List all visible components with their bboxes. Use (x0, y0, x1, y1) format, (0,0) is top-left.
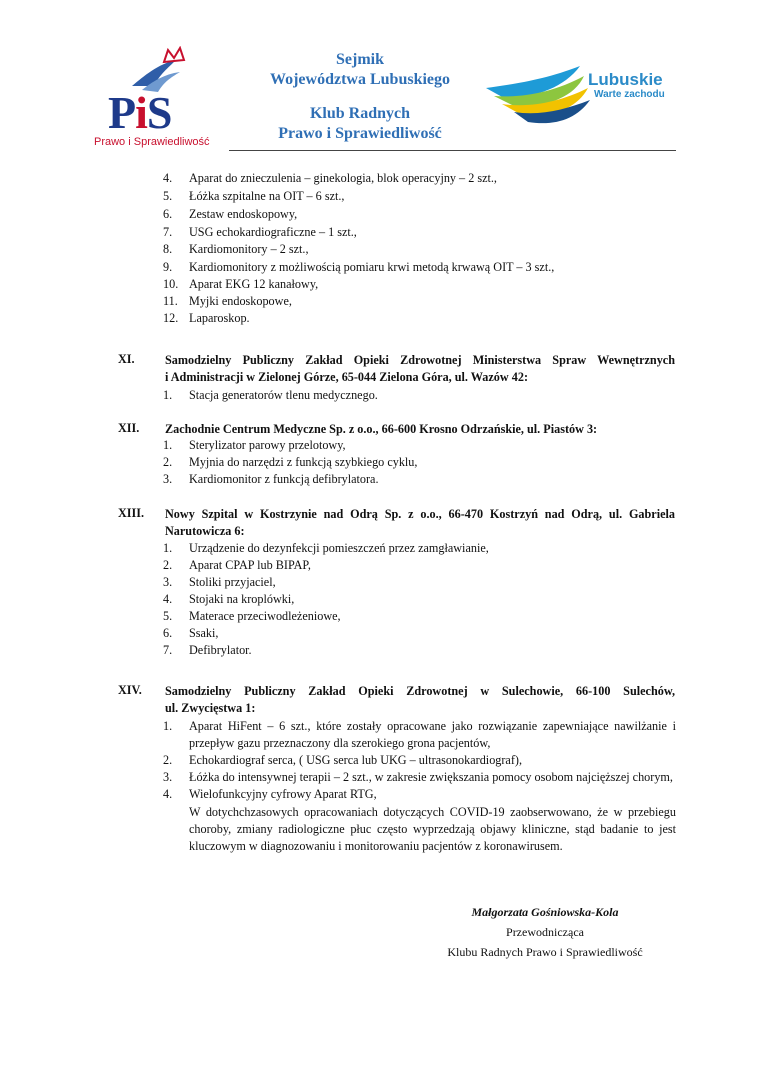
council-title (230, 50, 490, 144)
list-item: 4. Stojaki na kroplówki, (163, 592, 295, 606)
list-item: 3. Stoliki przyjaciel, (163, 575, 276, 589)
signature-block (440, 902, 650, 962)
list-item: 2. Myjnia do narzędzi z funkcją szybkiego cyklu, (163, 455, 418, 469)
list-item: 3. Łóżka do intensywnej terapii – 2 szt., w zakresie zwiększania pomocy osobom najcięższej chorym, (163, 770, 673, 784)
title-line-4: Prawo i Sprawiedliwość (278, 125, 442, 142)
header-divider (229, 150, 676, 151)
section-number: XIII. (118, 506, 145, 520)
title-line-3: Klub Radnych (309, 105, 411, 122)
signatory-role: Przewodnicząca (506, 925, 584, 939)
section-title: Zachodnie Centrum Medyczne Sp. z o.o., 66-600 Krosno Odrzańskie, ul. Piastów 3: (165, 422, 598, 436)
signatory-name: Małgorzata Gośniowska-Kola (471, 905, 619, 919)
list-item: 7. Defibrylator. (163, 643, 252, 657)
pis-logo-text: PiS (108, 87, 172, 138)
list-item: 7. USG echokardiograficzne – 1 szt., (163, 225, 357, 239)
section-title: Nowy Szpital w Kostrzynie nad Odrą Sp. z o.o., 66-470 Kostrzyń nad Odrą, ul. Gabriela Narutowicza 6: (165, 507, 675, 538)
list-item: 11. Myjki endoskopowe, (163, 294, 292, 308)
section-number: XI. (118, 352, 135, 366)
list-item: 3. Kardiomonitor z funkcją defibrylatora. (163, 472, 379, 486)
list-item: 1. Sterylizator parowy przelotowy, (163, 438, 346, 452)
section-title: Samodzielny Publiczny Zakład Opieki Zdrowotnej w Sulechowie, 66-100 Sulechów, ul. Zwycięstwa 1: (165, 684, 675, 715)
lubuskie-waves-icon (484, 58, 594, 128)
list-item: 5. Materace przeciwodleżeniowe, (163, 609, 341, 623)
list-item: 1. Stacja generatorów tlenu medycznego. (163, 388, 378, 402)
list-item: 1. Urządzenie do dezynfekcji pomieszczeń przez zamgławianie, (163, 541, 489, 555)
section-title: Samodzielny Publiczny Zakład Opieki Zdrowotnej Ministerstwa Spraw Wewnętrznych i Administracji w Zielonej Górze, 65-044 Zielona Góra, ul. Wazów 42: (165, 353, 675, 384)
section-number: XII. (118, 421, 140, 435)
list-item: 1. Aparat HiFent – 6 szt., które zostały opracowane jako rozwiązanie zapewniające nawilżanie i przepływ gazu przeznaczony dla szerokiego grona pacjentów, (163, 719, 676, 750)
list-item: 6. Zestaw endoskopowy, (163, 207, 298, 221)
list-item: 4. Wielofunkcyjny cyfrowy Aparat RTG, (163, 787, 377, 801)
list-item: 9. Kardiomonitory z możliwością pomiaru krwi metodą krwawą OIT – 3 szt., (163, 260, 555, 274)
pis-logo-subtitle: Prawo i Sprawiedliwość (94, 136, 210, 148)
pis-logo (94, 46, 234, 154)
letterhead (0, 0, 764, 160)
title-line-1: Sejmik (336, 51, 384, 68)
list-item: 8. Kardiomonitory – 2 szt., (163, 242, 309, 256)
signatory-organization: Klubu Radnych Prawo i Sprawiedliwość (447, 945, 643, 959)
list-item: 5. Łóżka szpitalne na OIT – 6 szt., (163, 189, 345, 203)
lubuskie-logo (484, 58, 684, 128)
list-item: 4. Aparat do znieczulenia – ginekologia, blok operacyjny – 2 szt., (163, 171, 497, 185)
lubuskie-name: Lubuskie (588, 70, 663, 89)
list-item: 10. Aparat EKG 12 kanałowy, (163, 277, 319, 291)
section-note: W dotychchzasowych opracowaniach dotyczących COVID-19 zaobserwowano, że w przebiegu choroby, zmiany radiologiczne płuc często wyprzedzają objawy kliniczne, stąd badanie to jest kluczowym w diagnozowaniu i monitorowaniu pacjentów z koronawirusem. (189, 805, 676, 853)
list-item: 2. Aparat CPAP lub BIPAP, (163, 558, 311, 572)
title-line-2: Województwa Lubuskiego (269, 71, 451, 88)
list-item: 6. Ssaki, (163, 626, 219, 640)
list-item: 2. Echokardiograf serca, ( USG serca lub UKG – ultrasonokardiograf), (163, 753, 523, 767)
section-number: XIV. (118, 683, 142, 697)
lubuskie-slogan: Warte zachodu (594, 89, 665, 100)
list-item: 12. Laparoskop. (163, 311, 250, 325)
